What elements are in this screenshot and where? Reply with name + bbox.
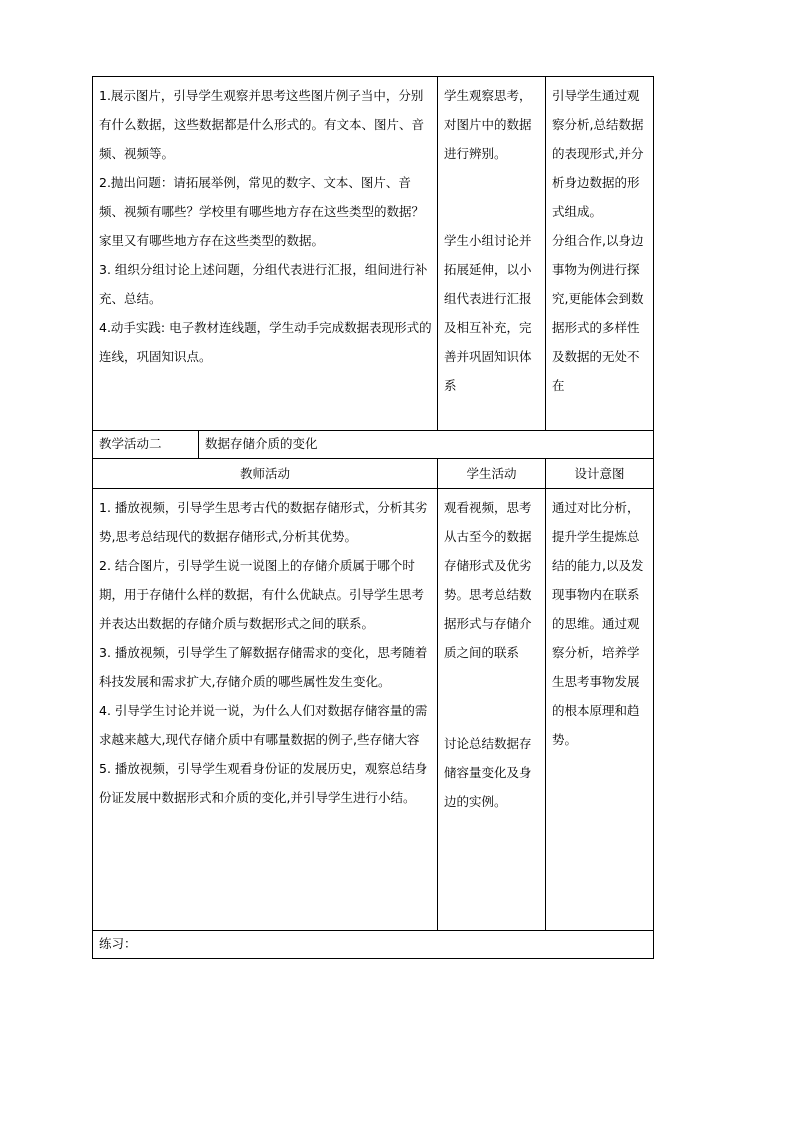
section1-design-text-1: 引导学生通过观察分析,总结数据的表现形式,并分析身边数据的形式组成。: [552, 88, 644, 219]
section2-student-text-1: 观看视频，思考从古至今的数据存储形式及优劣势。思考总结数据形式与存储介质之间的联系: [444, 500, 532, 660]
section2-student-text-2: 讨论总结数据存储容量变化及身边的实例。: [444, 736, 532, 809]
activity2-label-cell: [93, 431, 199, 459]
section2-design-cell: [546, 489, 654, 931]
activity2-title: 数据存储介质的变化: [205, 436, 318, 451]
activity2-title-cell: [199, 431, 654, 459]
section2-teacher-cell: [93, 489, 438, 931]
section2-teacher-step-2: 2. 结合图片，引导学生说一说图上的存储介质属于哪个时期，用于存储什么样的数据，有什么优缺点。引导学生思考并表达出数据的存储介质与数据形式之间的联系。: [99, 558, 425, 631]
section1-teacher-step-1: 1.展示图片，引导学生观察并思考这些图片例子当中，分别有什么数据，这些数据都是什么形式的。有文本、图片、音频、视频等。: [99, 88, 425, 161]
practice-row: [93, 931, 654, 959]
section1-teacher-step-2: 2.抛出问题：请拓展举例，常见的数字、文本、图片、音频、视频有哪些？学校里有哪些地方存在这些类型的数据？家里又有哪些地方存在这些类型的数据。: [99, 175, 425, 248]
section2-teacher-step-4: 4. 引导学生讨论并说一说，为什么人们对数据存储容量的需求越来越大,现代存储介质中有哪量数据的例子,些存储大容: [99, 703, 428, 747]
section1-student-cell: [438, 77, 546, 431]
section2-design-text-1: 通过对比分析，提升学生提炼总结的能力,以及发现事物内在联系的思维。通过观察分析，培养学生思考事物发展的根本原理和趋势。: [552, 500, 644, 747]
section1-design-text-2: 分组合作,以身边事物为例进行探究,更能体会到数据形式的多样性及数据的无处不在: [552, 233, 644, 393]
section1-teacher-step-4: 4.动手实践: 电子教材连线题，学生动手完成数据表现形式的连线，巩固知识点。: [99, 320, 432, 364]
header-teacher: 教师活动: [93, 459, 438, 489]
section1-student-text-1: 学生观察思考，对图片中的数据进行辨别。: [444, 88, 532, 161]
practice-cell: [93, 931, 654, 959]
section2-teacher-step-3: 3. 播放视频，引导学生了解数据存储需求的变化，思考随着科技发展和需求扩大,存储介质的哪些属性发生变化。: [99, 645, 428, 689]
section1-row: [93, 77, 654, 431]
section1-teacher-cell: [93, 77, 438, 431]
section1-design-cell: [546, 77, 654, 431]
column-header-row: [93, 459, 654, 489]
header-design: 设计意图: [546, 459, 654, 489]
activity2-row: [93, 431, 654, 459]
lesson-plan-table: [92, 76, 654, 959]
section2-row: [93, 489, 654, 931]
section2-student-cell: [438, 489, 546, 931]
section1-student-text-2: 学生小组讨论并拓展延伸，以小组代表进行汇报及相互补充，完善并巩固知识体系: [444, 233, 532, 393]
practice-label: 练习：: [99, 936, 137, 951]
activity2-label: 教学活动二: [99, 436, 162, 451]
section2-teacher-step-1: 1. 播放视频，引导学生思考古代的数据存储形式，分析其劣势,思考总结现代的数据存储形式,分析其优势。: [99, 500, 428, 544]
section1-teacher-step-3: 3. 组织分组讨论上述问题，分组代表进行汇报，组间进行补充、总结。: [99, 262, 428, 306]
section2-teacher-step-5: 5. 播放视频，引导学生观看身份证的发展历史，观察总结身份证发展中数据形式和介质的变化,并引导学生进行小结。: [99, 761, 428, 805]
header-student: 学生活动: [438, 459, 546, 489]
